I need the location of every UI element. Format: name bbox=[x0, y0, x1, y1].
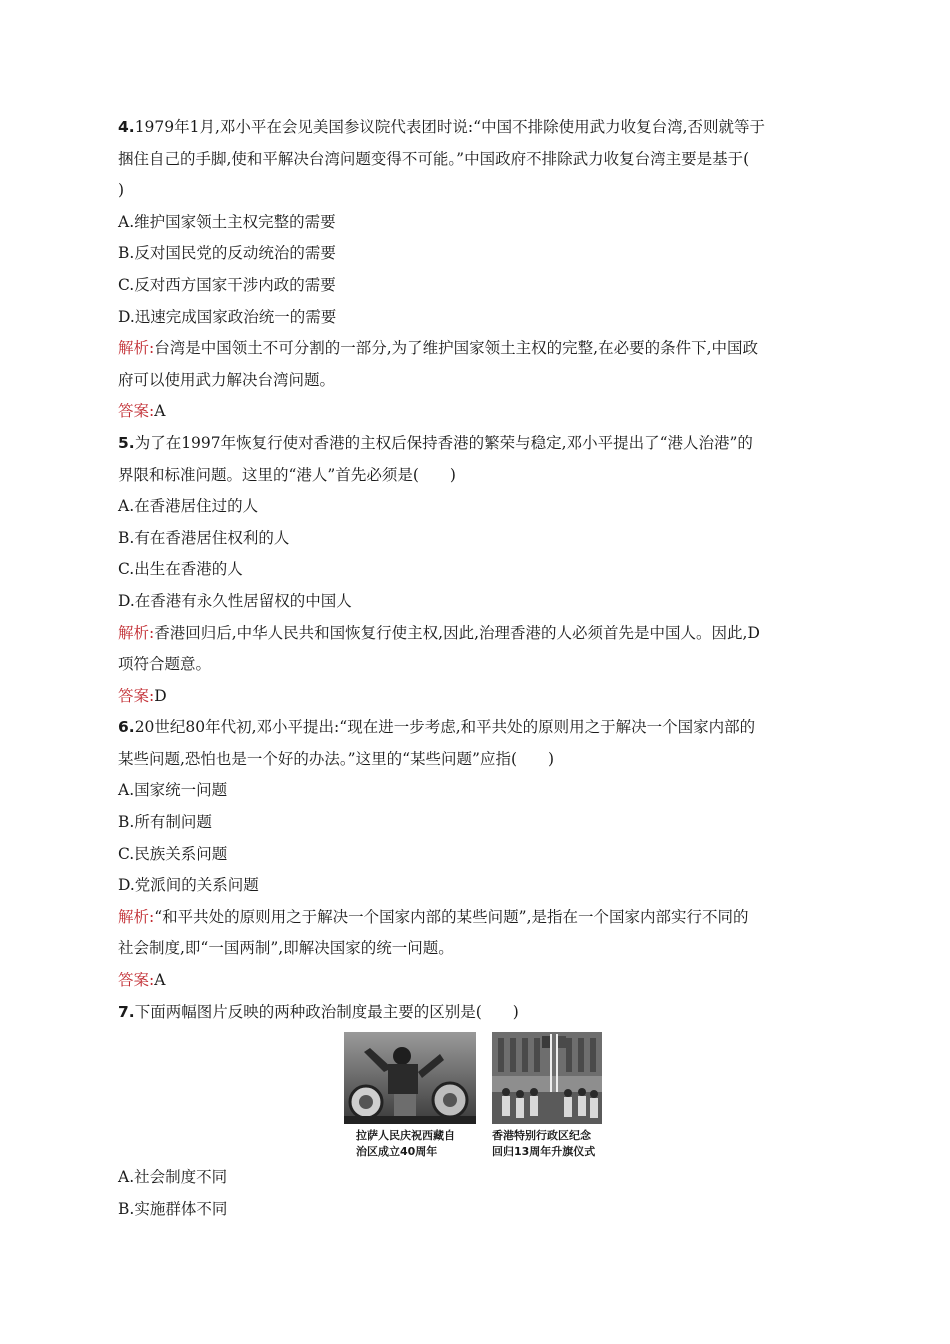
option-a: A.国家统一问题 bbox=[118, 781, 228, 800]
option-a: A.维护国家领土主权完整的需要 bbox=[118, 212, 336, 231]
answer-value: D bbox=[154, 686, 167, 705]
option-d: D.党派间的关系问题 bbox=[118, 876, 259, 895]
question-stem-line: 6.20世纪80年代初,邓小平提出:“现在进一步考虑,和平共处的原则用之于解决一个国家内部的 bbox=[118, 718, 756, 737]
answer-line bbox=[118, 396, 830, 428]
question-6 bbox=[118, 712, 830, 996]
analysis-line: 解析:“和平共处的原则用之于解决一个国家内部的某些问题”,是指在一个国家内部实行不同的 bbox=[118, 907, 749, 926]
question-number: 6. bbox=[118, 718, 135, 737]
analysis-line: 解析:台湾是中国领土不可分割的一部分,为了维护国家领土主权的完整,在必要的条件下,中国政 bbox=[118, 339, 759, 358]
option-b: B.反对国民党的反动统治的需要 bbox=[118, 244, 336, 263]
option-b: B.所有制问题 bbox=[118, 813, 212, 832]
answer-line bbox=[118, 681, 830, 713]
answer-label: 答案: bbox=[118, 971, 155, 990]
analysis-label: 解析: bbox=[118, 907, 155, 926]
question-stem-line: 某些问题,恐怕也是一个好的办法。”这里的“某些问题”应指( ) bbox=[118, 749, 555, 768]
photo-figure bbox=[118, 1032, 830, 1162]
answer-value: A bbox=[154, 971, 166, 990]
question-5 bbox=[118, 428, 830, 712]
question-stem-line: 4.1979年1月,邓小平在会见美国参议院代表团时说:“中国不排除使用武力收复台湾,否则就等于 bbox=[118, 118, 765, 136]
analysis-label: 解析: bbox=[118, 623, 155, 642]
option-a: A.在香港居住过的人 bbox=[118, 497, 259, 516]
answer-value: A bbox=[154, 402, 166, 421]
question-stem-line: 5.为了在1997年恢复行使对香港的主权后保持香港的繁荣与稳定,邓小平提出了“港人治港”的 bbox=[118, 433, 753, 452]
question-7 bbox=[118, 997, 830, 1226]
option-b: B.实施群体不同 bbox=[118, 1199, 228, 1218]
option-d: D.迅速完成国家政治统一的需要 bbox=[118, 307, 337, 326]
option-a: A.社会制度不同 bbox=[118, 1168, 228, 1187]
option-b: B.有在香港居住权利的人 bbox=[118, 528, 290, 547]
analysis-line: 项符合题意。 bbox=[118, 655, 212, 674]
question-4 bbox=[118, 112, 830, 428]
question-stem-line: 界限和标准问题。这里的“港人”首先必须是( ) bbox=[118, 465, 456, 484]
option-c: C.反对西方国家干涉内政的需要 bbox=[118, 275, 336, 294]
photo-caption-hong-kong: 香港特别行政区纪念 回归13周年升旗仪式 bbox=[492, 1129, 596, 1159]
question-number: 4. bbox=[118, 118, 135, 136]
answer-label: 答案: bbox=[118, 686, 155, 705]
option-c: C.出生在香港的人 bbox=[118, 560, 243, 579]
question-stem-line: ) bbox=[118, 181, 125, 200]
question-number: 7. bbox=[118, 1002, 135, 1021]
answer-label: 答案: bbox=[118, 402, 155, 421]
analysis-label: 解析: bbox=[118, 339, 155, 358]
answer-line bbox=[118, 965, 830, 997]
lhasa-celebration-photo bbox=[344, 1032, 476, 1124]
analysis-line: 社会制度,即“一国两制”,即解决国家的统一问题。 bbox=[118, 939, 454, 958]
question-number: 5. bbox=[118, 433, 135, 452]
analysis-line: 解析:香港回归后,中华人民共和国恢复行使主权,因此,治理香港的人必须首先是中国人。因此,D bbox=[118, 623, 760, 642]
analysis-line: 府可以使用武力解决台湾问题。 bbox=[118, 370, 336, 389]
document-page bbox=[118, 112, 830, 1225]
option-c: C.民族关系问题 bbox=[118, 844, 228, 863]
question-stem-line: 7.下面两幅图片反映的两种政治制度最主要的区别是( ) bbox=[118, 1002, 519, 1021]
option-d: D.在香港有永久性居留权的中国人 bbox=[118, 591, 352, 610]
photo-caption-lhasa: 拉萨人民庆祝西藏自 治区成立40周年 bbox=[356, 1129, 455, 1159]
question-stem-line: 捆住自己的手脚,使和平解决台湾问题变得不可能。”中国政府不排除武力收复台湾主要是基于( bbox=[118, 149, 750, 168]
hong-kong-flag-ceremony-photo bbox=[492, 1032, 602, 1124]
